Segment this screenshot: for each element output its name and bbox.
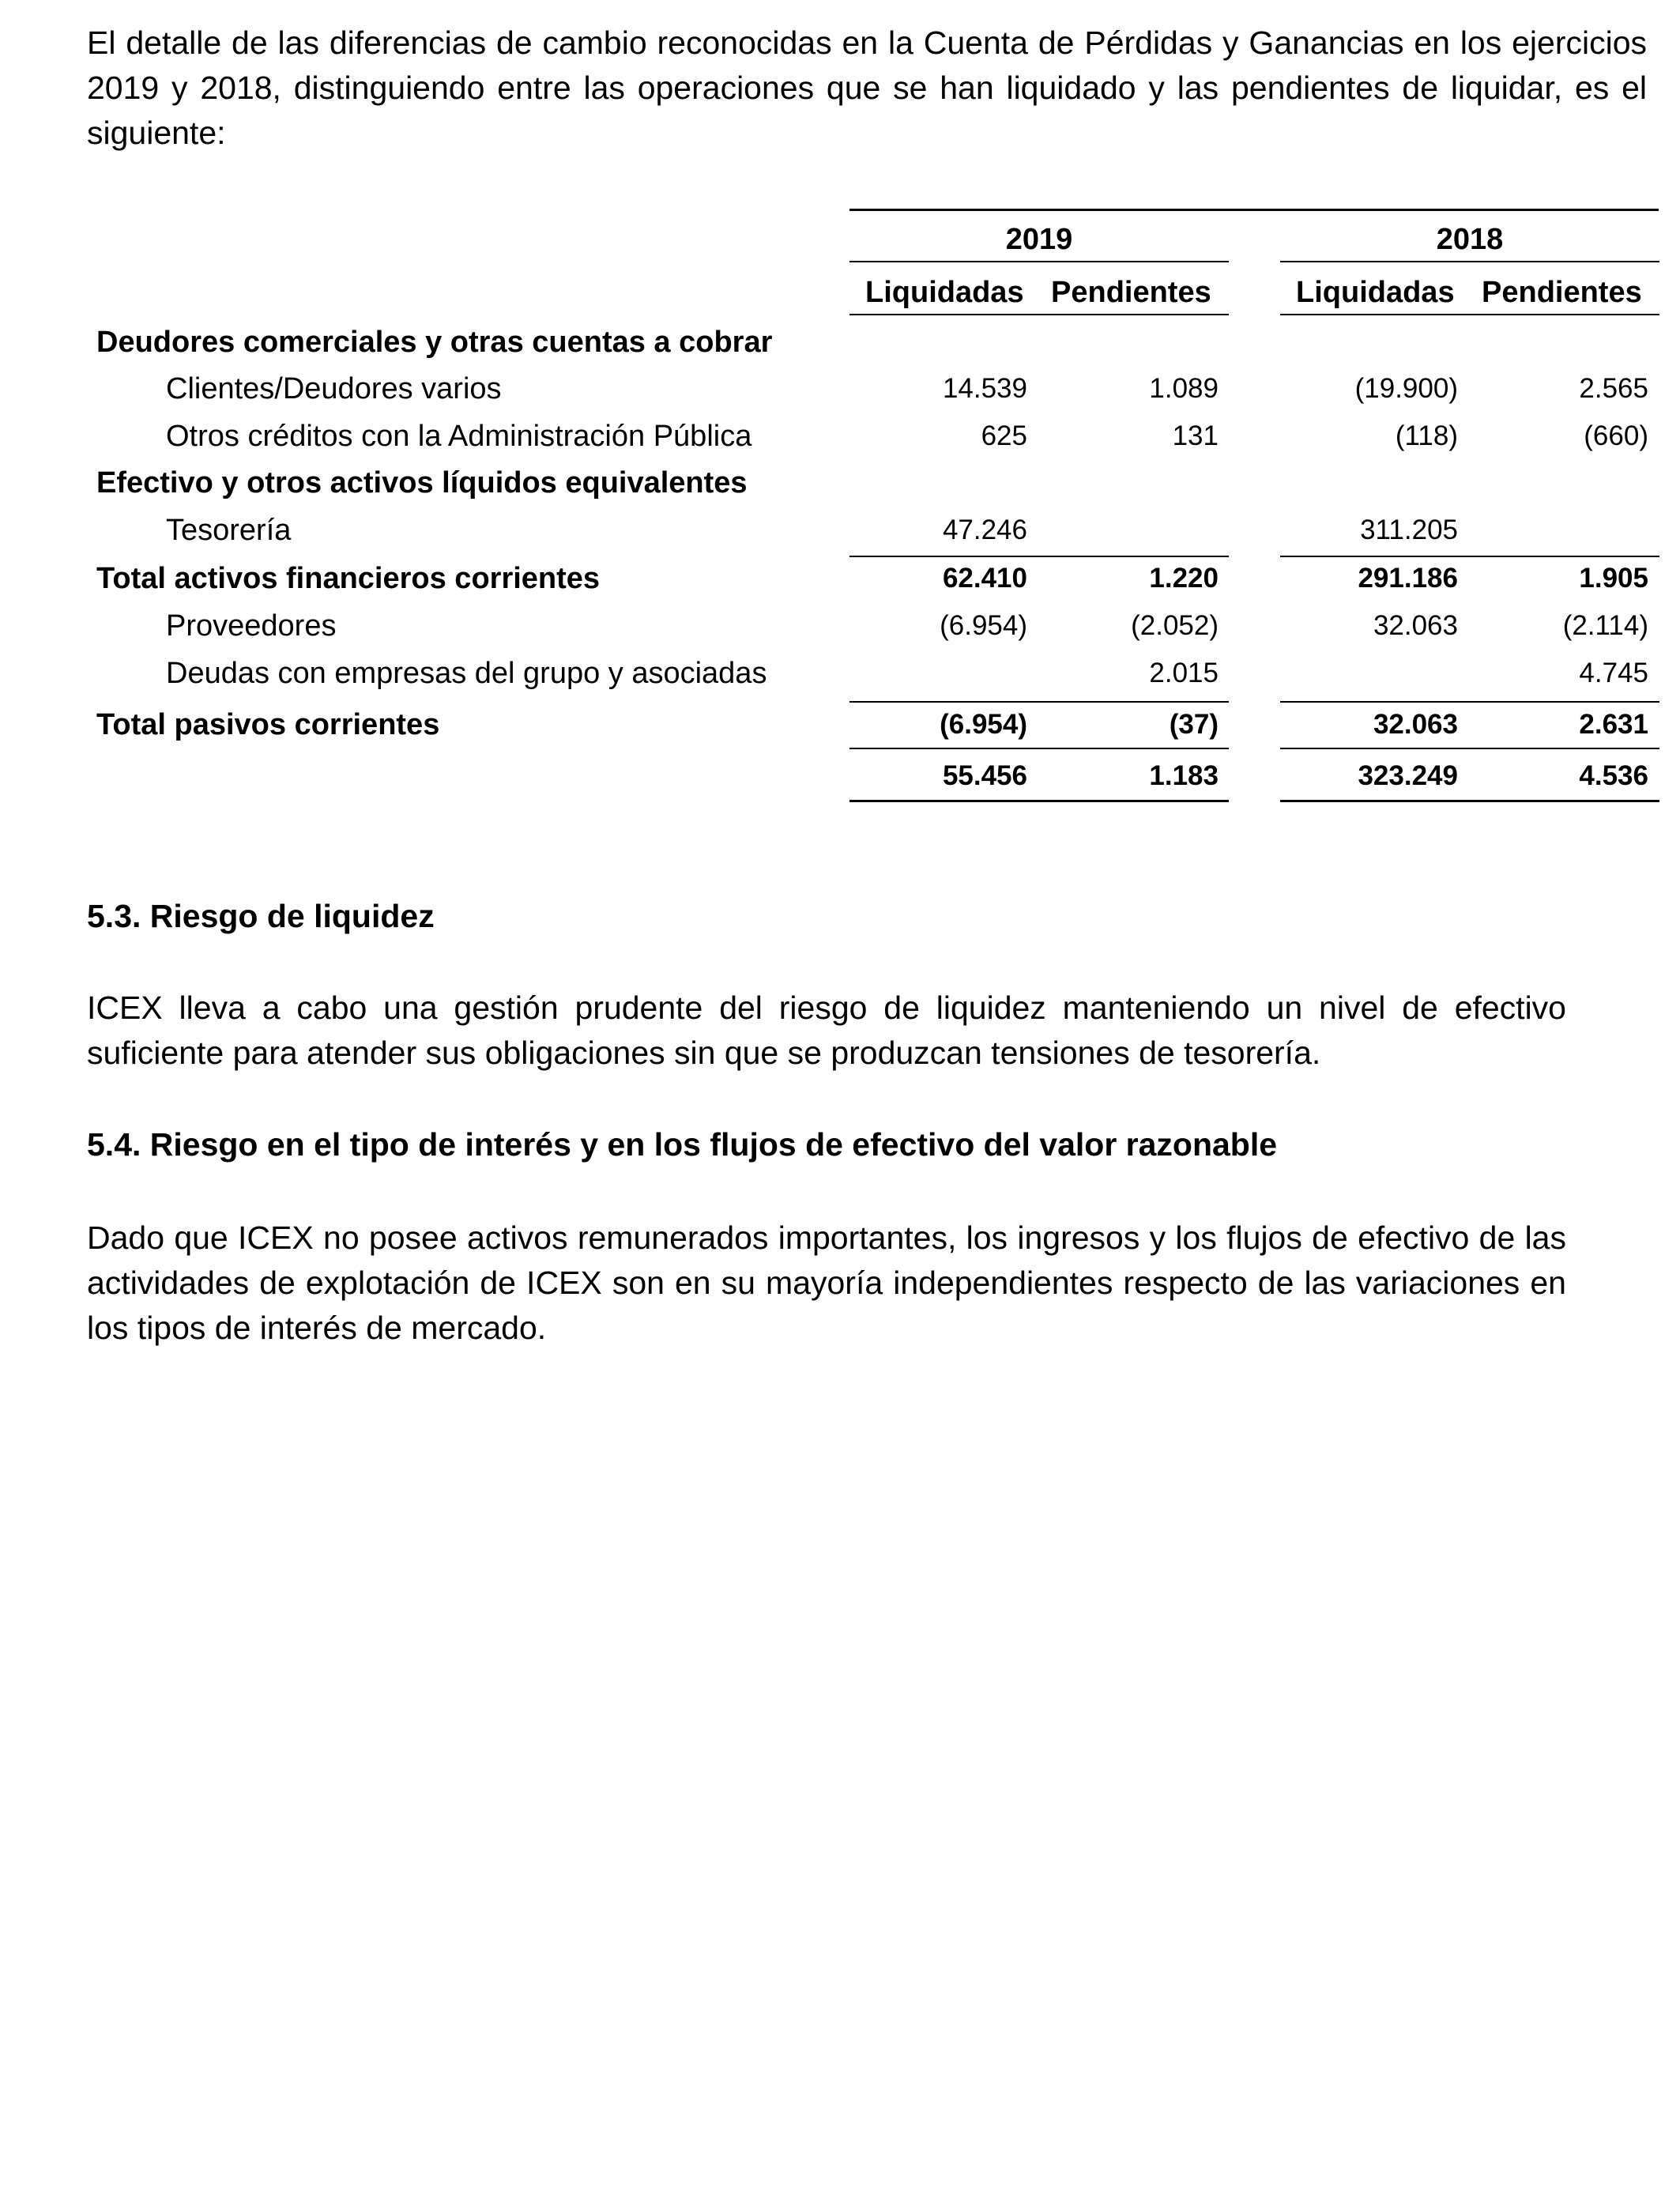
cell-total-pasivos-pen-2018: 2.631 xyxy=(1579,709,1648,740)
rule-above-total-activos-2019 xyxy=(849,556,1229,557)
subheader-liquidadas-2019: Liquidadas xyxy=(865,276,1024,309)
cell-total-pasivos-liq-2018: 32.063 xyxy=(1373,709,1458,740)
cell-total-activos-pen-2018: 1.905 xyxy=(1579,563,1648,594)
section-heading-liquidez: 5.3. Riesgo de liquidez xyxy=(87,898,435,934)
cell-grand-total-pen-2019: 1.183 xyxy=(1149,760,1219,791)
year-header-2019: 2019 xyxy=(1005,223,1073,256)
rule-above-grand-total-2018 xyxy=(1280,748,1659,749)
rule-above-total-pasivos-2018 xyxy=(1280,701,1659,703)
cell-total-activos-liq-2018: 291.186 xyxy=(1358,563,1458,594)
table-bottom-rule-2019 xyxy=(849,800,1229,802)
row-label-total-activos: Total activos financieros corrientes xyxy=(96,562,601,595)
rule-above-total-pasivos-2019 xyxy=(849,701,1229,703)
subheader-rule-2018 xyxy=(1280,314,1659,315)
cell-proveedores-pen-2018: (2.114) xyxy=(1562,610,1648,641)
row-label-total-pasivos: Total pasivos corrientes xyxy=(96,708,440,741)
paragraph-liquidez: ICEX lleva a cabo una gestión prudente del riesgo de liquidez manteniendo un nivel de efectivo suficiente para atender sus obligaciones sin que se produzcan tensiones de tesorería. xyxy=(87,990,1566,1071)
year-header-2018: 2018 xyxy=(1436,223,1504,256)
row-label-efectivo: Efectivo y otros activos líquidos equivalentes xyxy=(96,466,748,499)
row-label-proveedores: Proveedores xyxy=(166,609,337,643)
cell-total-activos-liq-2019: 62.410 xyxy=(942,563,1027,594)
year-rule-2018 xyxy=(1280,261,1659,262)
row-label-clientes: Clientes/Deudores varios xyxy=(166,372,502,405)
row-label-otros-creditos: Otros créditos con la Administración Pública xyxy=(166,420,752,453)
cell-clientes-pen-2018: 2.565 xyxy=(1579,373,1648,404)
row-label-tesoreria: Tesorería xyxy=(166,514,292,547)
cell-otros-pen-2019: 131 xyxy=(1172,420,1219,451)
cell-tesoreria-liq-2018: 311.205 xyxy=(1360,515,1458,545)
table-bottom-rule-2018 xyxy=(1280,800,1659,802)
cell-otros-liq-2018: (118) xyxy=(1395,420,1458,451)
cell-grand-total-pen-2018: 4.536 xyxy=(1579,760,1648,791)
table-top-rule xyxy=(849,209,1659,211)
cell-grand-total-liq-2018: 323.249 xyxy=(1358,760,1458,791)
cell-otros-pen-2018: (660) xyxy=(1584,420,1648,451)
paragraph-interes: Dado que ICEX no posee activos remunerados importantes, los ingresos y los flujos de efectivo de las actividades de explotación de ICEX son en su mayoría independientes respecto de las variaciones en los tipos de interés de mercado. xyxy=(87,1220,1566,1346)
row-label-deudas-grupo: Deudas con empresas del grupo y asociadas xyxy=(166,657,767,690)
intro-paragraph: El detalle de las diferencias de cambio reconocidas en la Cuenta de Pérdidas y Ganancias en los ejercicios 2019 y 2018, distinguiendo entre las operaciones que se han liquidado y las pendientes de liquidar, es el siguiente: xyxy=(87,25,1647,151)
cell-total-pasivos-liq-2019: (6.954) xyxy=(940,709,1027,740)
row-label-deudores: Deudores comerciales y otras cuentas a cobrar xyxy=(96,326,773,359)
subheader-rule-2019 xyxy=(849,314,1229,315)
section-heading-interes: 5.4. Riesgo en el tipo de interés y en los flujos de efectivo del valor razonable xyxy=(87,1126,1278,1163)
cell-deudas-pen-2018: 4.745 xyxy=(1579,658,1648,688)
cell-otros-liq-2019: 625 xyxy=(981,420,1027,451)
year-rule-2019 xyxy=(849,261,1229,262)
subheader-liquidadas-2018: Liquidadas xyxy=(1296,276,1455,309)
cell-tesoreria-liq-2019: 47.246 xyxy=(942,515,1027,545)
rule-above-total-activos-2018 xyxy=(1280,556,1659,557)
cell-deudas-pen-2019: 2.015 xyxy=(1149,658,1219,688)
cell-total-pasivos-pen-2019: (37) xyxy=(1169,709,1219,740)
cell-clientes-pen-2019: 1.089 xyxy=(1149,373,1219,404)
subheader-pendientes-2018: Pendientes xyxy=(1482,276,1642,309)
cell-proveedores-pen-2019: (2.052) xyxy=(1131,610,1219,641)
cell-proveedores-liq-2018: 32.063 xyxy=(1373,610,1458,641)
rule-above-grand-total-2019 xyxy=(849,748,1229,749)
cell-proveedores-liq-2019: (6.954) xyxy=(940,610,1027,641)
cell-clientes-liq-2018: (19.900) xyxy=(1354,373,1458,404)
cell-total-activos-pen-2019: 1.220 xyxy=(1149,563,1219,594)
cell-grand-total-liq-2019: 55.456 xyxy=(942,760,1027,791)
subheader-pendientes-2019: Pendientes xyxy=(1051,276,1211,309)
cell-clientes-liq-2019: 14.539 xyxy=(942,373,1027,404)
